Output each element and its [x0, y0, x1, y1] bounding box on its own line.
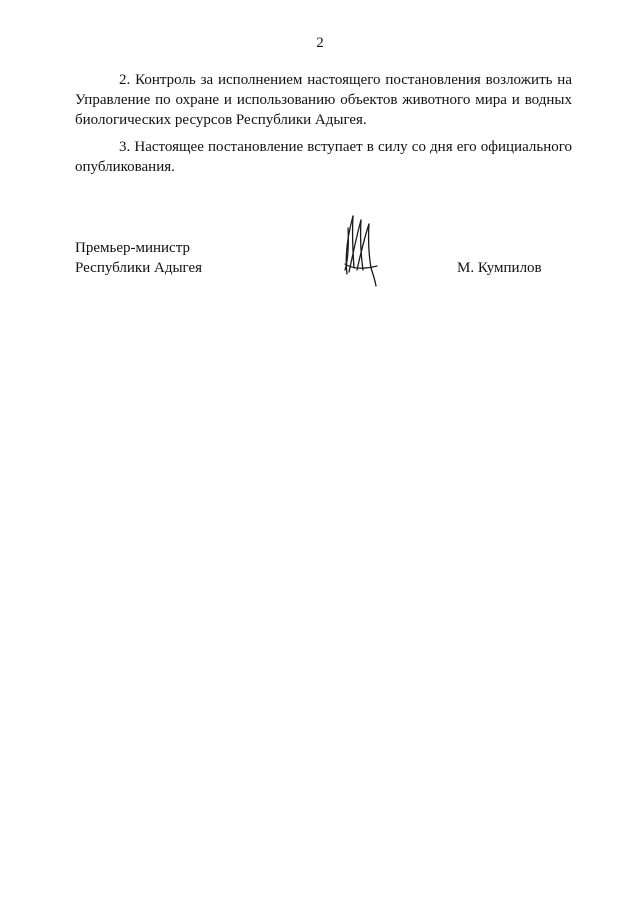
signer-title-line-2: Республики Адыгея — [75, 260, 203, 276]
signer-title-line-1: Премьер-министр — [75, 240, 190, 256]
page-number: 2 — [316, 35, 324, 51]
handwritten-signature-icon — [333, 208, 383, 288]
paragraph-2 — [75, 70, 572, 130]
signer-name: М. Кумпилов — [457, 260, 542, 276]
paragraph-text: 3. Настоящее постановление вступает в силу со дня его официального опубликования. — [75, 139, 572, 175]
paragraph-3 — [75, 137, 572, 177]
signature-block — [75, 238, 575, 298]
signer-title — [75, 238, 202, 278]
paragraph-text: 2. Контроль за исполнением настоящего постановления возложить на Управление по охране и использованию объектов животного мира и водных биологических ресурсов Республики Адыгея. — [75, 72, 572, 128]
